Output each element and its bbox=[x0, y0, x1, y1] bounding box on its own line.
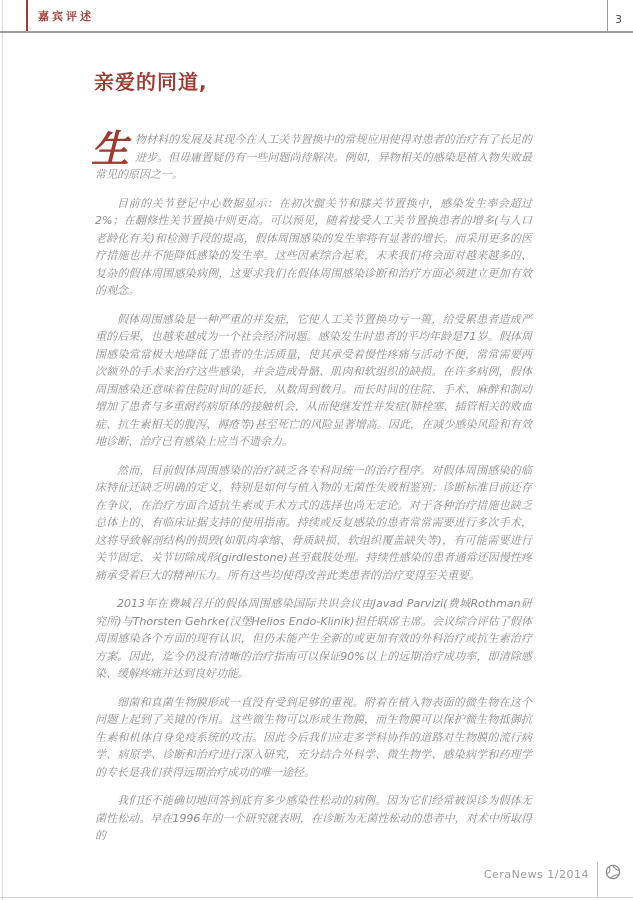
page-bottom-edge bbox=[0, 897, 633, 898]
paragraph: 我们还不能确切地回答到底有多少感染性松动的病例。因为它们经常被误诊为假体无菌性松动。早在1996年的一个研究就表明，在诊断为无菌性松动的患者中，对术中所取得的 bbox=[95, 794, 532, 842]
page-footer bbox=[0, 860, 633, 898]
article-body bbox=[91, 127, 532, 856]
drop-cap: 生 bbox=[91, 127, 130, 171]
header-accent-bar bbox=[26, 0, 28, 31]
publication-label: CeraNews 1/2014 bbox=[483, 868, 589, 881]
header-right-divider bbox=[607, 0, 608, 31]
footer-divider bbox=[597, 862, 598, 898]
paragraph-text: 物材料的发展及其现今在人工关节置换中的常规应用使得对患者的治疗有了长足的进步。但毋庸置疑仍有一些问题尚待解决。例如，异物相关的感染是植入物失败最常见的原因之一。 bbox=[95, 133, 532, 181]
paragraph-intro bbox=[91, 127, 532, 184]
paragraph: 然而，目前假体周围感染的治疗缺乏各专科间统一的治疗程序。对假体周围感染的临床特征还缺乏明确的定义，特别是如何与植入物的无菌性失败相鉴别；诊断标准目前还存在争议，在治疗方面合适抗生素或手术方式的选择也尚无定论。对于各种治疗措施也缺乏总体上的、有临床证据支持的使用指南。持续或反复感染的患者常常需要进行多次手术，这将导致解剖结构的损毁(如肌肉挛缩、骨质缺损、软组织覆盖缺失等)，有可能需要进行关节固定、关节切除成形(girdlestone)甚至截肢处理。持续性感染的患者通常还因慢性疼痛承受着巨大的精神压力。所有这些均使得改善此类患者的治疗变得至关重要。 bbox=[95, 463, 532, 582]
paragraph: 2013年在费城召开的假体周围感染国际共识会议由Javad Parvizi(费城Rothman研究所)与Thorsten Gehrke(汉堡Helios Endo-Klinik)担任联席主席。会议综合评估了假体周围感染各个方面的现有认识，但仍未能产生全新的或更加有效的外科治疗或抗生素治疗方案。因此，迄今仍没有清晰的治疗指南可以保证90%以上的远期治疗成功率，即清除感染、缓解疼痛并达到良好功能。 bbox=[95, 597, 532, 680]
section-label: 嘉宾评述 bbox=[38, 10, 94, 23]
page-number: 3 bbox=[615, 13, 622, 26]
page-left-edge bbox=[2, 0, 3, 900]
ceramic-sphere-logo-icon bbox=[605, 864, 621, 880]
paragraph: 细菌和真菌生物膜形成一直没有受到足够的重视。附着在植入物表面的微生物在这个问题上起到了关键的作用。这些微生物可以形成生物膜，而生物膜可以保护微生物抵御抗生素和机体自身免疫系统的攻击。因此今后我们应走多学科协作的道路对生物膜的流行病学、病原学、诊断和治疗进行深入研究，充分结合外科学、微生物学、感染病学和药理学的专长是我们获得远期治疗成功的唯一途径。 bbox=[95, 695, 532, 779]
page-title: 亲爱的同道, bbox=[94, 70, 208, 94]
header-rule bbox=[0, 31, 633, 33]
paragraph: 目前的关节登记中心数据显示：在初次髋关节和膝关节置换中，感染发生率会超过2%；在翻修性关节置换中则更高。可以预见，随着接受人工关节置换患者的增多(与人口老龄化有关)和检测手段的提高，假体周围感染的发生率将有显著的增长。而采用更多的医疗措施也并不能降低感染的发生率。这些因素综合起来，未来我们将会面对越来越多的、复杂的假体周围感染病例，这要求我们在假体周围感染诊断和治疗方面必须建立更加有效的观念。 bbox=[95, 196, 532, 297]
paragraph: 假体周围感染是一种严重的并发症，它使人工关节置换功亏一篑，给受累患者造成严重的后果，也越来越成为一个社会经济问题。感染发生时患者的平均年龄是71岁。假体周围感染常常极大地降低了患者的生活质量，使其承受着慢性疼痛与活动不便，常常需要两次额外的手术来治疗这些感染，并会造成骨骼、肌肉和软组织的缺损。在许多病例，假体周围感染还意味着住院时间的延长，从数周到数月。而长时间的住院、手术、麻醉和制动增加了患者与多重耐药病原体的接触机会，从而使继发性并发症(肺栓塞、插管相关的败血症、抗生素相关的腹泻、褥疮等)甚至死亡的风险显著增高。因此，在减少感染风险和有效地诊断、治疗已有感染上应当不遗余力。 bbox=[95, 312, 532, 448]
